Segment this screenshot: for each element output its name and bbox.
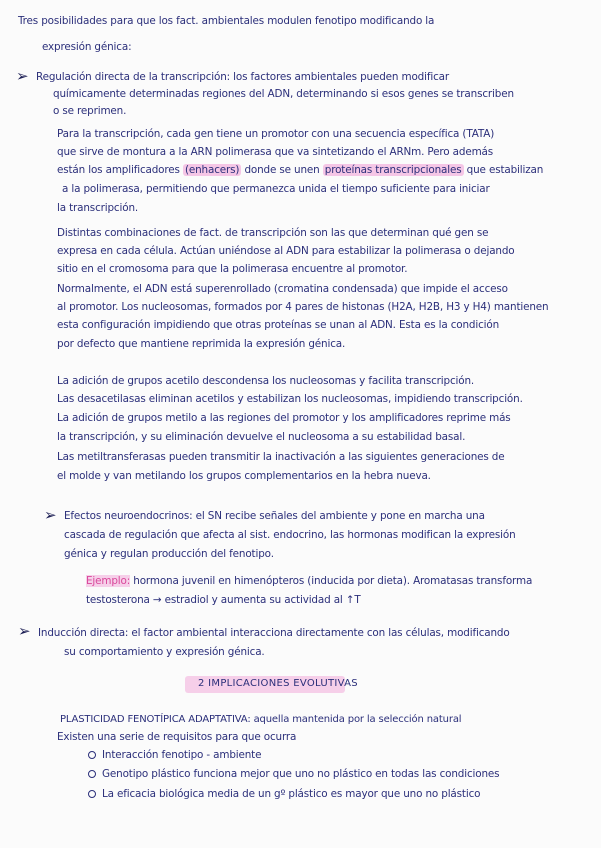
point1-line-c: o se reprimen.: [53, 105, 127, 117]
para2-text: donde se unen: [244, 164, 320, 176]
para3-line-c: sitio en el cromosoma para que la polimerasa encuentre al promotor.: [57, 263, 408, 275]
para4-line-d: por defecto que mantiene reprimida la expresión génica.: [57, 338, 346, 350]
point2-line-b: cascada de regulación que afecta al sist. endocrino, las hormonas modifican la expresión: [64, 529, 516, 541]
point2-line-c: génica y regulan producción del fenotipo.: [64, 548, 274, 560]
arrow-bullet-icon: ➢: [16, 67, 29, 85]
arrow-bullet-icon: ➢: [18, 622, 31, 640]
list-item: [88, 787, 480, 801]
plasticity-line-b: Existen una serie de requisitos para que ocurra: [57, 731, 297, 743]
example-line-a: [86, 574, 532, 588]
para2-text: que estabilizan: [466, 164, 544, 176]
para3-line-b: expresa en cada célula. Actúan uniéndose al ADN para estabilizar la polimerasa o dejando: [57, 245, 515, 257]
circle-bullet-icon: [88, 751, 96, 759]
intro-line-1: Tres posibilidades para que los fact. ambientales modulen fenotipo modificando la: [18, 15, 435, 27]
list-item-text: Interacción fenotipo - ambiente: [102, 749, 262, 761]
para2-text: están los amplificadores: [57, 164, 180, 176]
plasticity-line-a: PLASTICIDAD FENOTÍPICA ADAPTATIVA: aquella mantenida por la selección natural: [60, 714, 462, 725]
para2-line-e: la transcripción.: [57, 202, 139, 214]
para2-line-c: [57, 163, 543, 177]
para5-line-e: Las metiltransferasas pueden transmitir la inactivación a las siguientes generaciones de: [57, 451, 505, 463]
example-text: hormona juvenil en himenópteros (inducida por dieta). Aromatasas transforma: [133, 575, 533, 587]
circle-bullet-icon: [88, 770, 96, 778]
para5-line-f: el molde y van metilando los grupos complementarios en la hebra nueva.: [57, 470, 431, 482]
para5-line-d: la transcripción, y su eliminación devuelve el nucleosoma a su estabilidad basal.: [57, 431, 466, 443]
point2-line-a: Efectos neuroendocrinos: el SN recibe señales del ambiente y pone en marcha una: [64, 510, 485, 522]
intro-line-2: expresión génica:: [42, 41, 132, 53]
para3-line-a: Distintas combinaciones de fact. de transcripción son las que determinan qué gen se: [57, 227, 489, 239]
para4-line-b: al promotor. Los nucleosomas, formados por 4 pares de histonas (H2A, H2B, H3 y H4) mantienen: [57, 301, 549, 313]
arrow-bullet-icon: ➢: [44, 506, 57, 524]
para4-line-c: esta configuración impidiendo que otras proteínas se unan al ADN. Esta es la condición: [57, 319, 500, 331]
list-item-text: La eficacia biológica media de un gº plástico es mayor que uno no plástico: [102, 788, 481, 800]
section-heading: 2 IMPLICACIONES EVOLUTIVAS: [198, 678, 358, 689]
point3-line-a: Inducción directa: el factor ambiental interacciona directamente con las células, modificando: [38, 627, 510, 639]
list-item: [88, 748, 261, 762]
enhancers-highlight: (enhacers): [184, 164, 240, 176]
para2-line-b: que sirve de montura a la ARN polimerasa que va sintetizando el ARNm. Pero además: [57, 146, 494, 158]
para2-line-a: Para la transcripción, cada gen tiene un promotor con una secuencia específica (TATA): [57, 128, 495, 140]
para4-line-a: Normalmente, el ADN está superenrollado (cromatina condensada) que impide el acceso: [57, 283, 508, 295]
para5-line-a: La adición de grupos acetilo descondensa los nucleosomas y facilita transcripción.: [57, 375, 475, 387]
list-item-text: Genotipo plástico funciona mejor que uno no plástico en todas las condiciones: [102, 768, 500, 780]
list-item: [88, 767, 499, 781]
para2-line-d: a la polimerasa, permitiendo que permanezca unida el tiempo suficiente para iniciar: [62, 183, 490, 195]
point3-line-b: su comportamiento y expresión génica.: [64, 646, 265, 658]
point1-line-b: químicamente determinadas regiones del ADN, determinando si esos genes se transcriben: [53, 88, 514, 100]
para5-line-b: Las desacetilasas eliminan acetilos y estabilizan los nucleosomas, impidiendo transcripción.: [57, 393, 523, 405]
example-line-b: testosterona → estradiol y aumenta su actividad al ↑T: [86, 594, 361, 606]
circle-bullet-icon: [88, 790, 96, 798]
point1-line-a: Regulación directa de la transcripción: los factores ambientales pueden modificar: [36, 71, 450, 83]
example-label: Ejemplo:: [86, 575, 131, 587]
para5-line-c: La adición de grupos metilo a las regiones del promotor y los amplificadores reprime más: [57, 412, 511, 424]
transcription-proteins-highlight: proteínas transcripcionales: [324, 164, 462, 176]
